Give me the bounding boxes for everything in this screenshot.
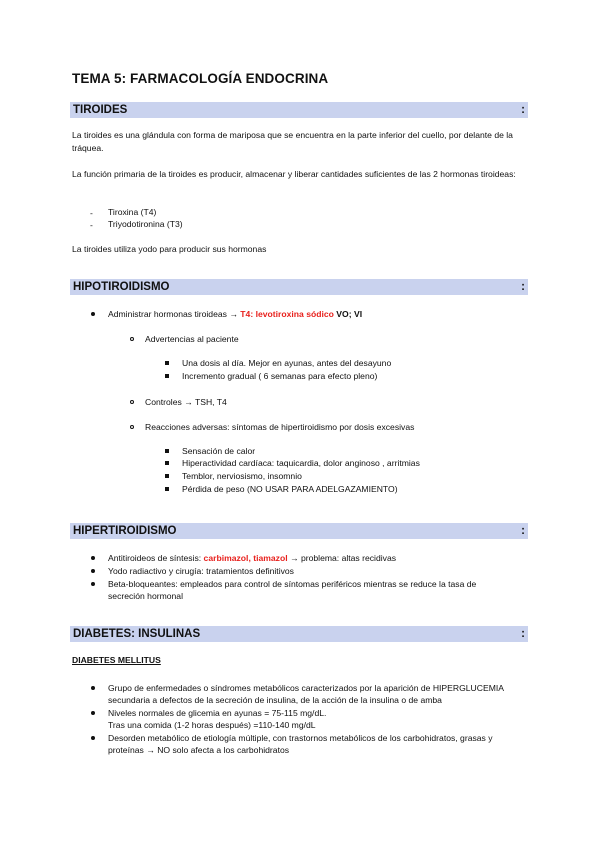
list-item: Triyodotironina (T3): [108, 219, 183, 229]
list-item: Yodo radiactivo y cirugía: tratamientos definitivos: [108, 566, 294, 576]
section-heading-colon: :: [521, 628, 525, 640]
bullet-circle: [130, 425, 134, 429]
list-item: Una dosis al día. Mejor en ayunas, antes del desayuno: [182, 358, 392, 368]
bullet-dot: [91, 736, 95, 740]
text: → problema: altas recidivas: [287, 553, 397, 563]
page-title: TEMA 5: FARMACOLOGÍA ENDOCRINA: [72, 71, 329, 86]
bullet-square: [165, 474, 169, 478]
list-item: [108, 308, 362, 320]
paragraph: La tiroides es una glándula con forma de mariposa que se encuentra en la parte inferior del cuello, por delante de la tráquea.: [72, 130, 513, 153]
list-item: Sensación de calor: [182, 446, 256, 456]
paragraph: La tiroides utiliza yodo para producir sus hormonas: [72, 244, 267, 254]
section-heading-tiroides: [70, 102, 528, 118]
dash-bullet: -: [90, 208, 93, 218]
bullet-circle: [130, 400, 134, 404]
list-item-continuation: Tras una comida (1-2 horas después) =110-140 mg/dL: [108, 720, 316, 730]
section-heading-colon: :: [521, 525, 525, 537]
section-heading-label: HIPERTIROIDISMO: [73, 525, 177, 537]
section-heading-hipertiroidismo: [70, 523, 528, 539]
list-item: Reacciones adversas: síntomas de hipertiroidismo por dosis excesivas: [145, 422, 415, 432]
section-heading-colon: :: [521, 281, 525, 293]
list-item: Grupo de enfermedades o síndromes metabólicos caracterizados por la aparición de HIPERGLUCEMIA: [108, 683, 504, 693]
section-heading-label: HIPOTIROIDISMO: [73, 281, 170, 293]
paragraph: La función primaria de la tiroides es producir, almacenar y liberar cantidades suficientes de las 2 hormonas tiroideas:: [72, 169, 516, 179]
list-item: Hiperactividad cardíaca: taquicardia, dolor anginoso , arritmias: [182, 458, 420, 468]
list-item: Controles → TSH, T4: [145, 397, 227, 407]
list-item-continuation: secreción hormonal: [108, 591, 183, 601]
bullet-dot: [91, 686, 95, 690]
bullet-dot: [91, 556, 95, 560]
bullet-dot: [91, 711, 95, 715]
list-item: Temblor, nerviosismo, insomnio: [182, 471, 302, 481]
section-heading-hipotiroidismo: [70, 279, 528, 295]
text: Antitiroideos de síntesis:: [108, 553, 204, 563]
bullet-dot: [91, 569, 95, 573]
list-item-continuation: secundaria a defectos de la secreción de insulina, de la acción de la insulina o de amba: [108, 695, 442, 705]
list-item: Tiroxina (T4): [108, 207, 157, 217]
list-item: Desorden metabólico de etiología múltiple, con trastornos metabólicos de los carbohidratos, grasas y: [108, 733, 493, 743]
bullet-dot: [91, 312, 95, 316]
list-item: Advertencias al paciente: [145, 334, 239, 344]
subheading: DIABETES MELLITUS: [72, 655, 161, 665]
text: Administrar hormonas tiroideas →: [108, 309, 241, 319]
bullet-circle: [130, 337, 134, 341]
list-item-continuation: proteínas → NO solo afecta a los carbohidratos: [108, 745, 290, 755]
drug-name: T4: levotiroxina sódico: [240, 309, 334, 319]
bullet-square: [165, 449, 169, 453]
drug-name: carbimazol, tiamazol: [203, 553, 288, 563]
section-heading-label: TIROIDES: [73, 104, 128, 116]
list-item: Beta-bloqueantes: empleados para control de síntomas periféricos mientras se reduce la tasa de: [108, 579, 477, 589]
bullet-dot: [91, 582, 95, 586]
section-heading-label: DIABETES: INSULINAS: [73, 628, 201, 640]
bullet-square: [165, 374, 169, 378]
section-heading-colon: :: [521, 104, 525, 116]
list-item: Pérdida de peso (NO USAR PARA ADELGAZAMIENTO): [182, 484, 398, 494]
dash-bullet: -: [90, 220, 93, 230]
list-item: Niveles normales de glicemia en ayunas = 75-115 mg/dL.: [108, 708, 327, 718]
bullet-square: [165, 487, 169, 491]
route-text: VO; VI: [333, 309, 363, 319]
bullet-square: [165, 361, 169, 365]
list-item: [108, 552, 396, 564]
section-heading-diabetes: [70, 626, 528, 642]
list-item: Incremento gradual ( 6 semanas para efecto pleno): [182, 371, 378, 381]
bullet-square: [165, 461, 169, 465]
